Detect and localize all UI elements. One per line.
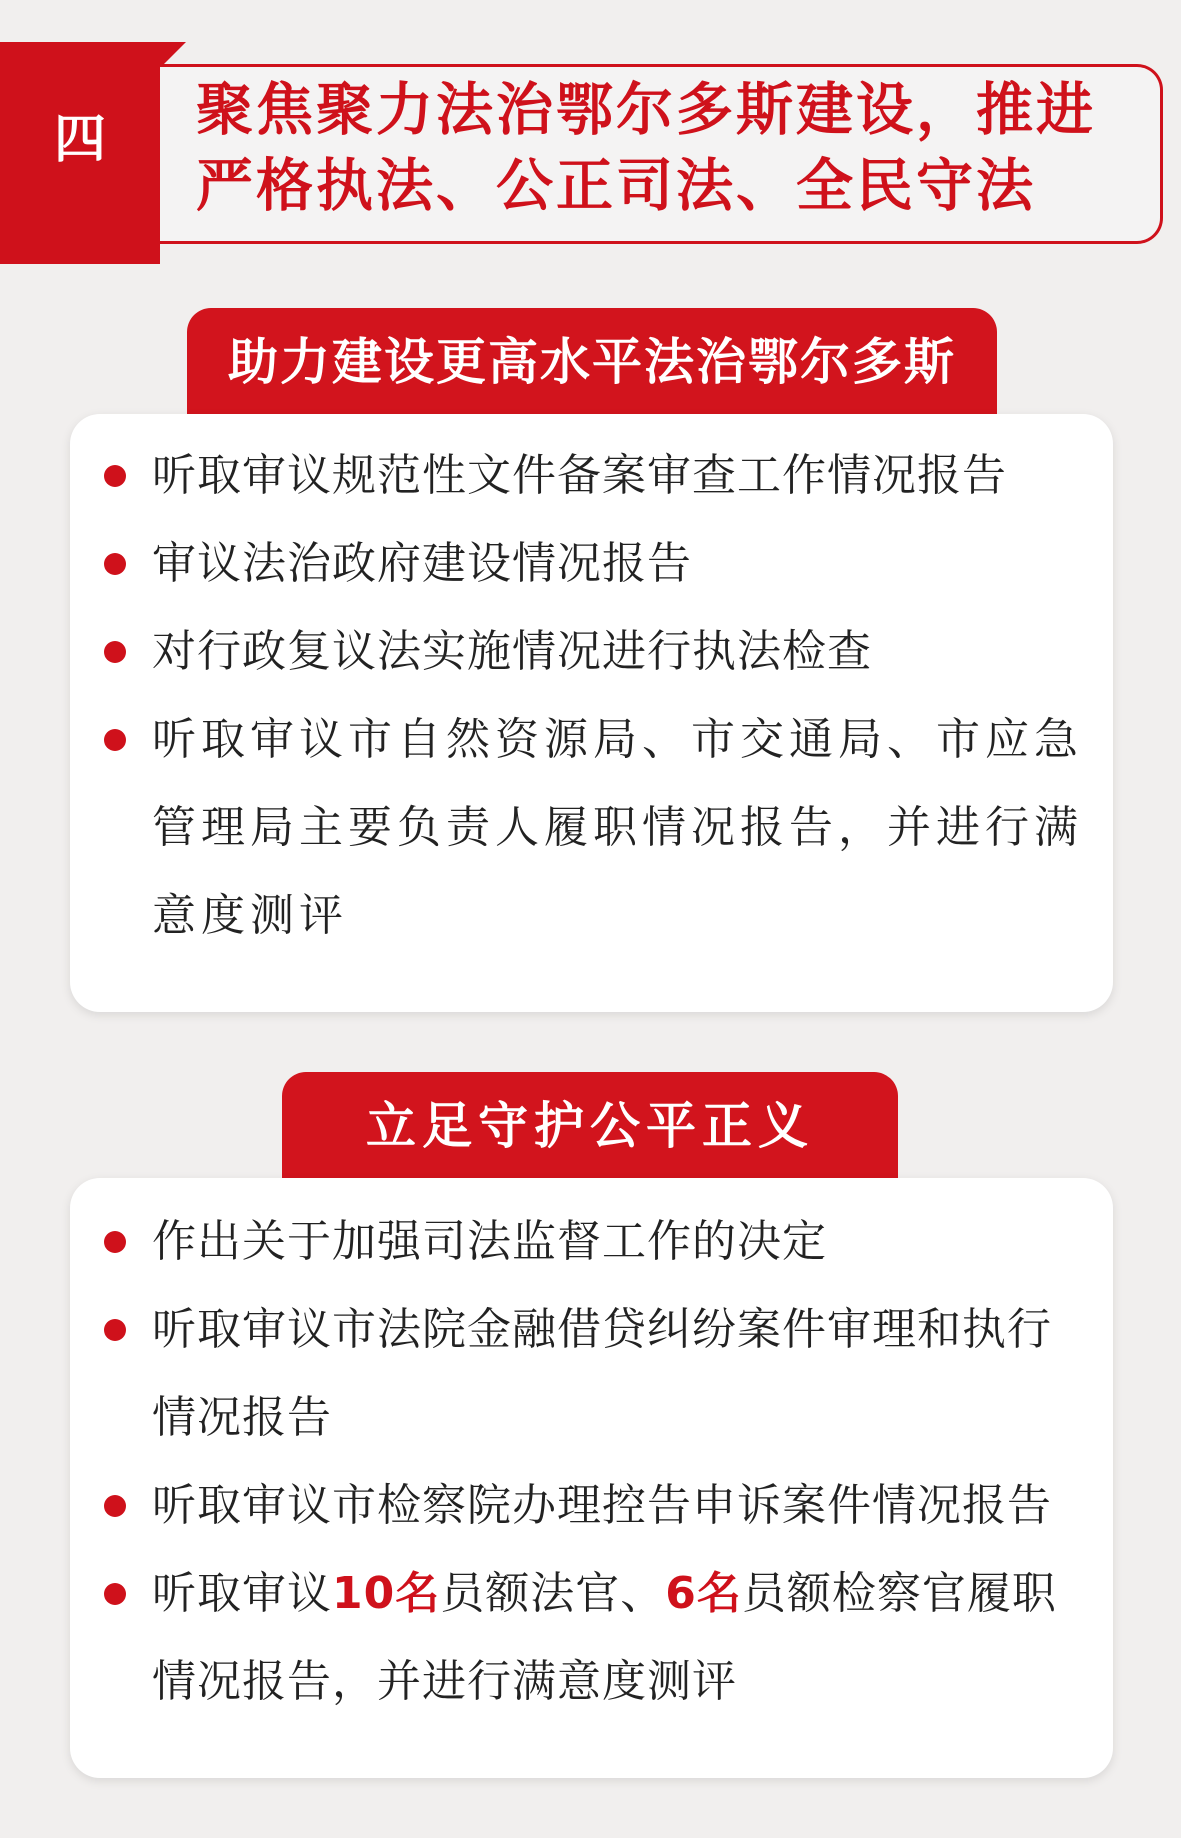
section-title-box [160,64,1163,244]
bullet-dot-icon [104,1231,126,1253]
list-item-text [152,1550,1092,1726]
section-title-line-1: 聚焦聚力法治鄂尔多斯建设，推进 [196,77,1096,143]
subsection-tab-justice: 立足守护公平正义 [282,1072,898,1180]
list-item-text: 作出关于加强司法监督工作的决定 [152,1216,827,1267]
list-item-text: 听取审议市自然资源局、市交通局、市应急管理局主要负责人履职情况报告，并进行满意度测评 [152,714,1083,941]
highlight-prosecutor-count: 6名 [665,1568,742,1619]
bullet-dot-icon [104,729,126,751]
section-header [0,42,1181,264]
subsection-tab-rule-of-law: 助力建设更高水平法治鄂尔多斯 [187,308,997,416]
subsection-card-justice [70,1178,1113,1778]
list-item-text-part: 听取审议 [152,1568,332,1619]
bullet-dot-icon [104,1583,126,1605]
section-number-block [0,42,160,264]
highlight-judge-count: 10名 [332,1568,441,1619]
list-item-text: 听取审议规范性文件备案审查工作情况报告 [152,450,1007,501]
bullet-dot-icon [104,1495,126,1517]
list-item-text: 听取审议市检察院办理控告申诉案件情况报告 [152,1480,1052,1531]
section-title-line-2: 严格执法、公正司法、全民守法 [196,153,1036,219]
list-item-text-part: 员额法官、 [440,1568,666,1619]
list-item-text: 审议法治政府建设情况报告 [152,538,692,589]
list-item-text: 对行政复议法实施情况进行执法检查 [152,626,872,677]
bullet-dot-icon [104,553,126,575]
list-item-text: 听取审议市法院金融借贷纠纷案件审理和执行情况报告 [152,1304,1052,1443]
subsection-card-rule-of-law [70,414,1113,1012]
bullet-dot-icon [104,1319,126,1341]
section-number: 四 [53,109,106,170]
bullet-dot-icon [104,465,126,487]
list-item-text-part: 员额检察官履职情况报告，并进行满意度测评 [152,1568,1057,1707]
bullet-dot-icon [104,641,126,663]
